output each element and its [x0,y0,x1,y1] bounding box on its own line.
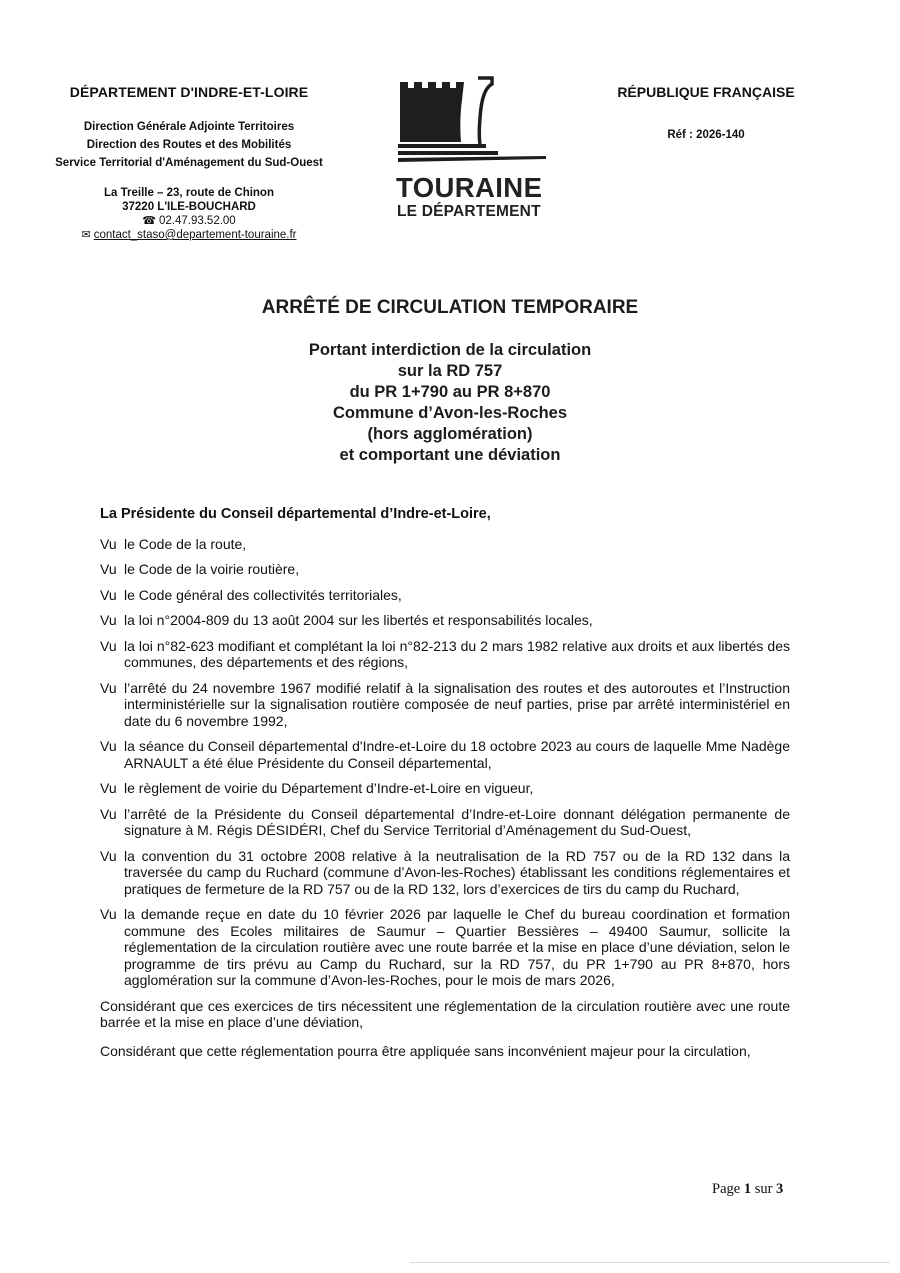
vu-text: la séance du Conseil départemental d'Indre-et-Loire du 18 octobre 2023 au cours de laquelle Mme Nadège ARNAULT a été élue Présidente du Conseil départemental, [124,738,790,771]
phone-icon: ☎ [142,215,156,227]
page-separator: sur [754,1181,773,1197]
vu-text: l’arrêté du 24 novembre 1967 modifié relatif à la signalisation des routes et des autoroutes et l’Instruction interministérielle sur la signalisation routière composée de neuf parties, prise par arrêté interministériel en date du 6 novembre 1992, [124,679,790,729]
vu-item [100,680,790,730]
vu-label: Vu [100,906,117,922]
vu-item [100,806,790,839]
subtitle-line: et comportant une déviation [339,446,561,464]
vu-item [100,638,790,671]
vu-label: Vu [100,679,117,696]
vu-label: Vu [100,780,117,796]
sender-block [30,84,348,242]
vu-text: le Code de la route, [124,535,247,552]
subtitle-line: Portant interdiction de la circulation [308,341,592,359]
phone-number: 02.47.93.52.00 [158,215,236,227]
republic-block [597,84,815,141]
vu-label: Vu [100,586,117,603]
direction-line: Direction Générale Adjointe Territoires [83,121,295,133]
vu-item [100,738,790,771]
logo-stripe [398,151,498,155]
president-heading: La Présidente du Conseil départemental d’Indre-et-Loire, [100,506,491,522]
vu-label: Vu [100,847,117,864]
vu-item [100,612,790,629]
page-current: 1 [743,1181,752,1197]
vu-item [100,561,790,578]
direction-line: Direction des Routes et des Mobilités [86,139,292,151]
vu-text: le règlement de voirie du Département d’Indre-et-Loire en vigueur, [124,780,534,796]
reference-number: Réf : 2026-140 [667,129,745,141]
address-block [30,186,348,242]
subtitle-line: (hors agglomération) [367,425,533,443]
considerant-paragraph: Considérant que ces exercices de tirs nécessitent une réglementation de la circulation routière avec une route barrée et la mise en place d’une déviation, [100,997,790,1030]
directions [30,118,348,172]
subtitle-line: sur la RD 757 [397,362,503,380]
vu-label: Vu [100,738,117,754]
page-label: Page [712,1181,741,1197]
vu-item [100,848,790,898]
address-line: 37220 L'ILE-BOUCHARD [122,201,256,213]
vu-label: Vu [100,612,117,628]
vu-item [100,587,790,604]
logo-title: TOURAINE [396,172,543,203]
vu-text: la loi n°2004-809 du 13 août 2004 sur les libertés et responsabilités locales, [124,612,593,628]
vu-label: Vu [100,805,117,822]
tower-outline-icon [478,78,492,144]
vu-item [100,906,790,989]
logo-subtitle: LE DÉPARTEMENT [397,203,541,220]
vu-text: le Code général des collectivités territoriales, [124,586,402,603]
subtitle-line: Commune d’Avon-les-Roches [332,404,568,422]
document-subtitle [0,340,900,466]
address-line: La Treille – 23, route de Chinon [104,187,274,199]
tower-icon [400,82,464,142]
page-total: 3 [776,1181,784,1197]
vu-text: la demande reçue en date du 10 février 2026 par laquelle le Chef du bureau coordination et formation commune des Ecoles militaires de Saumur – Quartier Bessières – 49400 Saumur, sollicite la réglementation de la circulation routière avec une route barrée et la mise en place d’une déviation, selon le programme de tirs prévu au Camp du Ruchard, sur la RD 757, du PR 1+790 au PR 8+870, hors agglomération sur la commune d’Avon-les-Roches, pour le mois de mars 2026, [124,906,790,988]
vu-label: Vu [100,637,117,654]
republic-label: RÉPUBLIQUE FRANÇAISE [617,84,795,100]
department-name: DÉPARTEMENT D'INDRE-ET-LOIRE [69,84,309,100]
email-link[interactable]: contact_staso@departement-touraine.fr [93,229,297,241]
vu-text: la convention du 31 octobre 2008 relative à la neutralisation de la RD 757 ou de la RD 132 dans la traversée du camp du Ruchard (commune d’Avon-les-Roches) établissant les conditions réglementaires et pratiques de fermeture de la RD 757 ou de la RD 132, lors d’exercices de tirs du camp du Ruchard, [124,847,790,897]
direction-line: Service Territorial d'Aménagement du Sud-Ouest [55,157,323,169]
vu-label: Vu [100,535,117,552]
phone-line [30,214,348,228]
envelope-icon: ✉ [81,229,91,241]
vu-text: l’arrêté de la Présidente du Conseil départemental d’Indre-et-Loire donnant délégation permanente de signature à M. Régis DÉSIDÉRI, Chef du Service Territorial d’Aménagement du Sud-Ouest, [124,805,790,838]
subtitle-line: du PR 1+790 au PR 8+870 [349,383,551,401]
vu-text: la loi n°82-623 modifiant et complétant la loi n°82-213 du 2 mars 1982 relative aux droits et aux libertés des communes, des départements et des régions, [124,637,790,670]
email-line [30,228,348,242]
vu-item [100,536,790,553]
vu-label: Vu [100,561,117,577]
vu-item [100,780,790,797]
document-title: ARRÊTÉ DE CIRCULATION TEMPORAIRE [261,297,639,318]
logo-stripe [398,144,486,148]
scan-divider [410,1262,890,1263]
logo-stripe [398,156,546,162]
page-number [712,1181,783,1198]
document-body [100,506,790,1071]
considerant-paragraph: Considérant que cette réglementation pourra être appliquée sans inconvénient majeur pour la circulation, [100,1042,751,1059]
vu-text: le Code de la voirie routière, [124,561,300,577]
